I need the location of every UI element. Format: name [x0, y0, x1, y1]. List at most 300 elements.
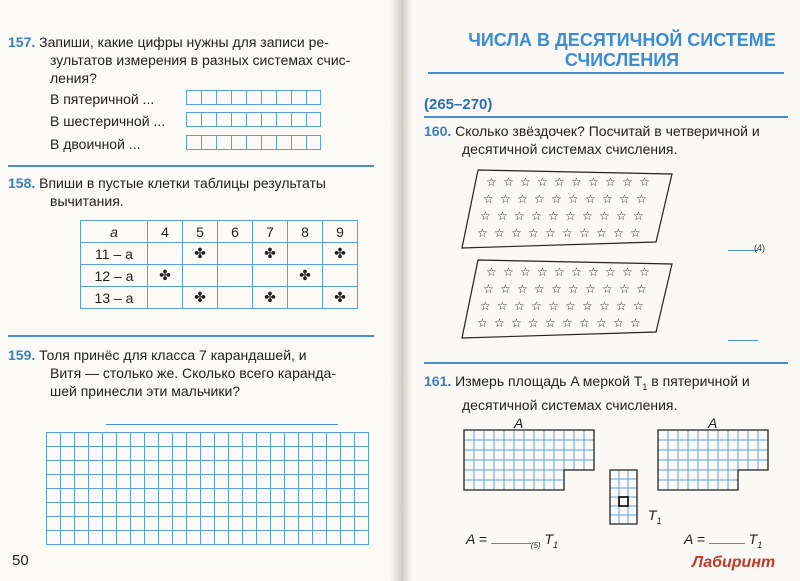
- star: ☆: [596, 316, 607, 330]
- measure-unit-square: [619, 497, 628, 506]
- grid-cell: [534, 460, 544, 470]
- star: ☆: [599, 299, 610, 313]
- table-cell[interactable]: [148, 287, 183, 309]
- star: ☆: [520, 175, 531, 189]
- answer-cell[interactable]: [201, 135, 216, 150]
- title-rule: [428, 72, 784, 74]
- grid-cell: [474, 430, 484, 440]
- grid-cell: [628, 488, 637, 497]
- answer-cell[interactable]: [291, 135, 306, 150]
- star: ☆: [605, 175, 616, 189]
- answer-line[interactable]: [106, 424, 338, 425]
- answer-unit: T: [544, 531, 554, 547]
- table-cell[interactable]: [183, 265, 218, 287]
- figure-a-right: [658, 430, 768, 490]
- task-158-text: [8, 174, 378, 210]
- answer-cell[interactable]: [276, 90, 291, 105]
- answer-cell[interactable]: [246, 135, 261, 150]
- star: ☆: [582, 299, 593, 313]
- grid-cell: [678, 480, 688, 490]
- star: ☆: [562, 316, 573, 330]
- table-cell[interactable]: ✤: [253, 243, 288, 265]
- grid-cell: [534, 430, 544, 440]
- star: ☆: [619, 192, 630, 206]
- grid-cell: [728, 430, 738, 440]
- star: ☆: [520, 265, 531, 279]
- star: ☆: [579, 316, 590, 330]
- grid-cell: [668, 470, 678, 480]
- grid-cell: [494, 440, 504, 450]
- star: ☆: [613, 316, 624, 330]
- table-cell[interactable]: ✤: [183, 287, 218, 309]
- grid-cell: [628, 497, 637, 506]
- grid-cell: [544, 440, 554, 450]
- star: ☆: [503, 265, 514, 279]
- grid-cell: [544, 480, 554, 490]
- grid-cell: [668, 430, 678, 440]
- grid-cell: [658, 430, 668, 440]
- answer-unit-sub: 1: [757, 539, 763, 550]
- star: ☆: [605, 265, 616, 279]
- grid-cell: [698, 450, 708, 460]
- grid-cell: [554, 450, 564, 460]
- grid-cell: [718, 470, 728, 480]
- grid-cell: [610, 506, 619, 515]
- star: ☆: [528, 226, 539, 240]
- grid-cell: [474, 480, 484, 490]
- answer-cell[interactable]: [201, 112, 216, 127]
- grid-cell: [464, 480, 474, 490]
- row-label: В двоичной ...: [50, 136, 141, 152]
- grid-cell: [534, 480, 544, 490]
- star: ☆: [514, 299, 525, 313]
- answer-cell[interactable]: [261, 135, 276, 150]
- grid-cell: [728, 480, 738, 490]
- subscript: 1: [642, 381, 648, 392]
- star: ☆: [517, 282, 528, 296]
- grid-cell: [698, 440, 708, 450]
- grid-cell: [668, 450, 678, 460]
- grid-cell: [564, 430, 574, 440]
- task-line: Запиши, какие цифры нужны для записи ре-: [39, 34, 329, 50]
- answer-cell[interactable]: [306, 135, 321, 150]
- answer-cell[interactable]: [216, 90, 231, 105]
- answer-1: [466, 530, 558, 555]
- star: ☆: [500, 282, 511, 296]
- star: ☆: [486, 265, 497, 279]
- star: ☆: [534, 282, 545, 296]
- star: ☆: [500, 192, 511, 206]
- row-label: В пятеричной ...: [50, 91, 155, 107]
- star: ☆: [571, 265, 582, 279]
- grid-cell: [658, 460, 668, 470]
- book-gutter: [390, 0, 412, 581]
- grid-cell: [678, 450, 688, 460]
- answer-blank[interactable]: [709, 543, 745, 544]
- grid-cell: [504, 460, 514, 470]
- answer-label: A =: [684, 531, 709, 547]
- grid-cell: [494, 460, 504, 470]
- grid-cell: [610, 515, 619, 524]
- star: ☆: [619, 282, 630, 296]
- answer-sub: (5): [530, 540, 541, 550]
- star: ☆: [534, 192, 545, 206]
- star: ☆: [585, 282, 596, 296]
- grid-cell: [464, 470, 474, 480]
- divider: [8, 165, 374, 167]
- grid-cell: [619, 497, 628, 506]
- star: ☆: [585, 192, 596, 206]
- star: ☆: [483, 282, 494, 296]
- task-line: ления?: [50, 70, 97, 86]
- star: ☆: [528, 316, 539, 330]
- task-line: десятичной системах счисления.: [462, 396, 678, 413]
- measure-label: [648, 506, 662, 530]
- answer-cell[interactable]: [276, 135, 291, 150]
- grid-cell: [708, 440, 718, 450]
- grid-cell: [534, 440, 544, 450]
- star: ☆: [477, 316, 488, 330]
- grid-cell: [494, 430, 504, 440]
- title-line: СЧИСЛЕНИЯ: [564, 50, 680, 70]
- star: ☆: [537, 175, 548, 189]
- table-header-cell: 9: [323, 221, 358, 243]
- star: ☆: [630, 226, 641, 240]
- grid-cell: [574, 450, 584, 460]
- grid-cell: [584, 460, 594, 470]
- task-number: 159.: [8, 347, 36, 363]
- answer-cell[interactable]: [186, 135, 201, 150]
- star: ☆: [554, 265, 565, 279]
- star: ☆: [514, 209, 525, 223]
- grid-cell: [738, 450, 748, 460]
- grid-cell: [668, 440, 678, 450]
- star: ☆: [622, 175, 633, 189]
- grid-cell: [514, 450, 524, 460]
- star: ☆: [596, 226, 607, 240]
- grid-cell: [584, 430, 594, 440]
- grid-cell: [718, 450, 728, 460]
- area-figures: [462, 428, 800, 538]
- grid-cell: [628, 470, 637, 479]
- star: ☆: [511, 226, 522, 240]
- table-cell[interactable]: [218, 243, 253, 265]
- star: ☆: [486, 175, 497, 189]
- answer-blank[interactable]: [491, 543, 531, 544]
- grid-cell: [564, 440, 574, 450]
- star: ☆: [633, 299, 644, 313]
- grid-cell: [619, 506, 628, 515]
- divider: [424, 116, 788, 118]
- star-parallelogram-2: [462, 260, 672, 338]
- answer-unit: T: [748, 531, 758, 547]
- answer-cells-6[interactable]: [186, 112, 321, 127]
- star: ☆: [639, 175, 650, 189]
- star: ☆: [562, 226, 573, 240]
- answer-cell[interactable]: [186, 90, 201, 105]
- star: ☆: [511, 316, 522, 330]
- task-number: 157.: [8, 34, 36, 50]
- star: ☆: [531, 299, 542, 313]
- answer-cell[interactable]: [201, 90, 216, 105]
- star: ☆: [616, 299, 627, 313]
- table-cell[interactable]: ✤: [323, 287, 358, 309]
- table-header-cell: a: [81, 221, 148, 243]
- grid-cell: [748, 430, 758, 440]
- grid-cell: [544, 470, 554, 480]
- publisher-logo: Лабиринт: [692, 554, 776, 571]
- grid-cell: [524, 450, 534, 460]
- grid-cell: [678, 460, 688, 470]
- grid-cell: [688, 430, 698, 440]
- star: ☆: [480, 209, 491, 223]
- table-cell[interactable]: [323, 265, 358, 287]
- answer-cell[interactable]: [231, 90, 246, 105]
- task-number: 161.: [424, 373, 452, 389]
- star: ☆: [480, 299, 491, 313]
- measure-t1-grid: [610, 470, 637, 524]
- grid-cell: [758, 430, 768, 440]
- grid-cell: [668, 480, 678, 490]
- grid-cell: [464, 460, 474, 470]
- grid-cell: [534, 450, 544, 460]
- grid-cell: [728, 450, 738, 460]
- measure-sub: 1: [656, 515, 662, 526]
- divider: [8, 335, 374, 337]
- table-header-cell: 6: [218, 221, 253, 243]
- grid-cell: [484, 460, 494, 470]
- star: ☆: [636, 282, 647, 296]
- star: ☆: [636, 192, 647, 206]
- grid-cell: [610, 479, 619, 488]
- figure-label: A: [708, 415, 718, 431]
- star: ☆: [497, 209, 508, 223]
- grid-cell: [728, 470, 738, 480]
- grid-cell: [484, 450, 494, 460]
- task-line: Сколько звёздочек? Посчитай в четверичной и: [455, 123, 760, 139]
- grid-cell: [748, 450, 758, 460]
- answer-cell[interactable]: [231, 135, 246, 150]
- star: ☆: [545, 316, 556, 330]
- grid-cell: [748, 440, 758, 450]
- grid-cell: [494, 470, 504, 480]
- grid-cell: [534, 470, 544, 480]
- table-row-label: 11 – a: [81, 243, 148, 265]
- task-line: десятичной системах счисления.: [462, 141, 678, 157]
- grid-cell: [564, 450, 574, 460]
- grid-cell: [484, 470, 494, 480]
- grid-cell: [748, 460, 758, 470]
- answer-cell[interactable]: [306, 112, 321, 127]
- grid-cell: [678, 430, 688, 440]
- task-line: зультатов измерения в разных системах счис-: [50, 52, 351, 68]
- answer-cell[interactable]: [231, 112, 246, 127]
- answer-cell[interactable]: [246, 90, 261, 105]
- grid-cell: [504, 480, 514, 490]
- star: ☆: [477, 226, 488, 240]
- answer-cell[interactable]: [291, 90, 306, 105]
- grid-cell: [718, 480, 728, 490]
- divider: [424, 362, 788, 364]
- star: ☆: [551, 192, 562, 206]
- grid-cell: [698, 480, 708, 490]
- star: ☆: [565, 299, 576, 313]
- grid-cell: [758, 440, 768, 450]
- answer-cell[interactable]: [216, 135, 231, 150]
- table-header-cell: 5: [183, 221, 218, 243]
- title-line: ЧИСЛА В ДЕСЯТИЧНОЙ СИСТЕМЕ: [468, 30, 776, 50]
- figure-label: A: [514, 415, 524, 431]
- grid-cell: [718, 440, 728, 450]
- row-label: В шестеричной ...: [50, 113, 166, 129]
- grid-cell: [610, 470, 619, 479]
- task-157-text: [8, 33, 378, 87]
- grid-cell: [474, 460, 484, 470]
- table-header-cell: 7: [253, 221, 288, 243]
- answer-cell[interactable]: [291, 112, 306, 127]
- answer-cell[interactable]: [246, 112, 261, 127]
- table-cell[interactable]: [218, 265, 253, 287]
- task-line: в пятеричной и: [651, 373, 750, 389]
- star: ☆: [503, 175, 514, 189]
- grid-cell: [658, 440, 668, 450]
- grid-cell: [610, 488, 619, 497]
- grid-cell: [504, 450, 514, 460]
- table-cell[interactable]: ✤: [323, 243, 358, 265]
- star: ☆: [568, 192, 579, 206]
- grid-cell: [484, 480, 494, 490]
- grid-cell: [474, 470, 484, 480]
- task-line: шей принесли эти мальчики?: [50, 383, 241, 399]
- star: ☆: [571, 175, 582, 189]
- grid-cell: [708, 430, 718, 440]
- grid-cell: [718, 430, 728, 440]
- grid-cell: [619, 470, 628, 479]
- figure-a-left: [464, 430, 594, 490]
- grid-cell: [514, 470, 524, 480]
- answer-cells-2[interactable]: [186, 135, 321, 150]
- grid-cell: [688, 440, 698, 450]
- star: ☆: [545, 226, 556, 240]
- table-cell[interactable]: [253, 265, 288, 287]
- grid-cell: [544, 460, 554, 470]
- grid-cell: [658, 450, 668, 460]
- grid-cell: [628, 506, 637, 515]
- grid-cell: [698, 460, 708, 470]
- grid-cell: [738, 440, 748, 450]
- grid-cell: [554, 440, 564, 450]
- task-159-text: [8, 346, 378, 400]
- table-header-cell: 8: [288, 221, 323, 243]
- grid-cell: [688, 480, 698, 490]
- grid-cell: [514, 440, 524, 450]
- task-line: вычитания.: [50, 193, 124, 209]
- star: ☆: [582, 209, 593, 223]
- grid-cell: [524, 480, 534, 490]
- grid-cell: [708, 460, 718, 470]
- table-cell[interactable]: ✤: [148, 265, 183, 287]
- table-cell[interactable]: [218, 287, 253, 309]
- answer-cells-5[interactable]: [186, 90, 321, 105]
- star: ☆: [537, 265, 548, 279]
- table-cell[interactable]: ✤: [288, 265, 323, 287]
- star: ☆: [602, 282, 613, 296]
- table-cell[interactable]: ✤: [253, 287, 288, 309]
- measure-letter: T: [648, 507, 657, 523]
- task-line: Впиши в пустые клетки таблицы результаты: [39, 175, 326, 191]
- grid-cell: [574, 430, 584, 440]
- star: ☆: [599, 209, 610, 223]
- task-line: Измерь площадь A меркой T: [455, 373, 643, 389]
- grid-cell: [708, 480, 718, 490]
- base-subscript: (4): [754, 243, 765, 253]
- grid-cell: [708, 470, 718, 480]
- answer-grid[interactable]: [46, 432, 369, 545]
- star: ☆: [565, 209, 576, 223]
- grid-cell: [544, 430, 554, 440]
- grid-cell: [524, 460, 534, 470]
- answer-label: A =: [466, 531, 491, 547]
- task-161-text: [424, 372, 794, 414]
- table-cell[interactable]: [288, 287, 323, 309]
- answer-cell[interactable]: [276, 112, 291, 127]
- answer-cell[interactable]: [261, 90, 276, 105]
- star: ☆: [639, 265, 650, 279]
- answer-line[interactable]: [728, 340, 758, 341]
- answer-cell[interactable]: [306, 90, 321, 105]
- grid-cell: [544, 450, 554, 460]
- answer-cell[interactable]: [261, 112, 276, 127]
- star: ☆: [497, 299, 508, 313]
- answer-unit-sub: 1: [553, 539, 559, 550]
- grid-cell: [524, 430, 534, 440]
- table-header-cell: 4: [148, 221, 183, 243]
- grid-cell: [619, 515, 628, 524]
- task-line: Витя — столько же. Сколько всего каранда-: [50, 365, 336, 381]
- grid-cell: [758, 460, 768, 470]
- left-page: [0, 0, 398, 581]
- answer-cell[interactable]: [186, 112, 201, 127]
- grid-cell: [619, 488, 628, 497]
- star: ☆: [588, 175, 599, 189]
- grid-cell: [574, 460, 584, 470]
- grid-cell: [698, 430, 708, 440]
- answer-2: [684, 530, 762, 554]
- grid-cell: [494, 480, 504, 490]
- table-cell[interactable]: [288, 243, 323, 265]
- star: ☆: [616, 209, 627, 223]
- grid-cell: [514, 460, 524, 470]
- grid-cell: [494, 450, 504, 460]
- answer-cell[interactable]: [216, 112, 231, 127]
- star: ☆: [602, 192, 613, 206]
- table-cell[interactable]: [148, 243, 183, 265]
- grid-cell: [584, 450, 594, 460]
- task-160-text: [424, 122, 794, 158]
- table-row-label: 12 – a: [81, 265, 148, 287]
- table-cell[interactable]: ✤: [183, 243, 218, 265]
- star: ☆: [588, 265, 599, 279]
- grid-cell: [514, 480, 524, 490]
- star: ☆: [483, 192, 494, 206]
- grid-cell: [524, 440, 534, 450]
- star: ☆: [633, 209, 644, 223]
- grid-cell: [678, 440, 688, 450]
- grid-cell: [574, 440, 584, 450]
- grid-cell: [658, 470, 668, 480]
- star: ☆: [531, 209, 542, 223]
- grid-cell: [658, 480, 668, 490]
